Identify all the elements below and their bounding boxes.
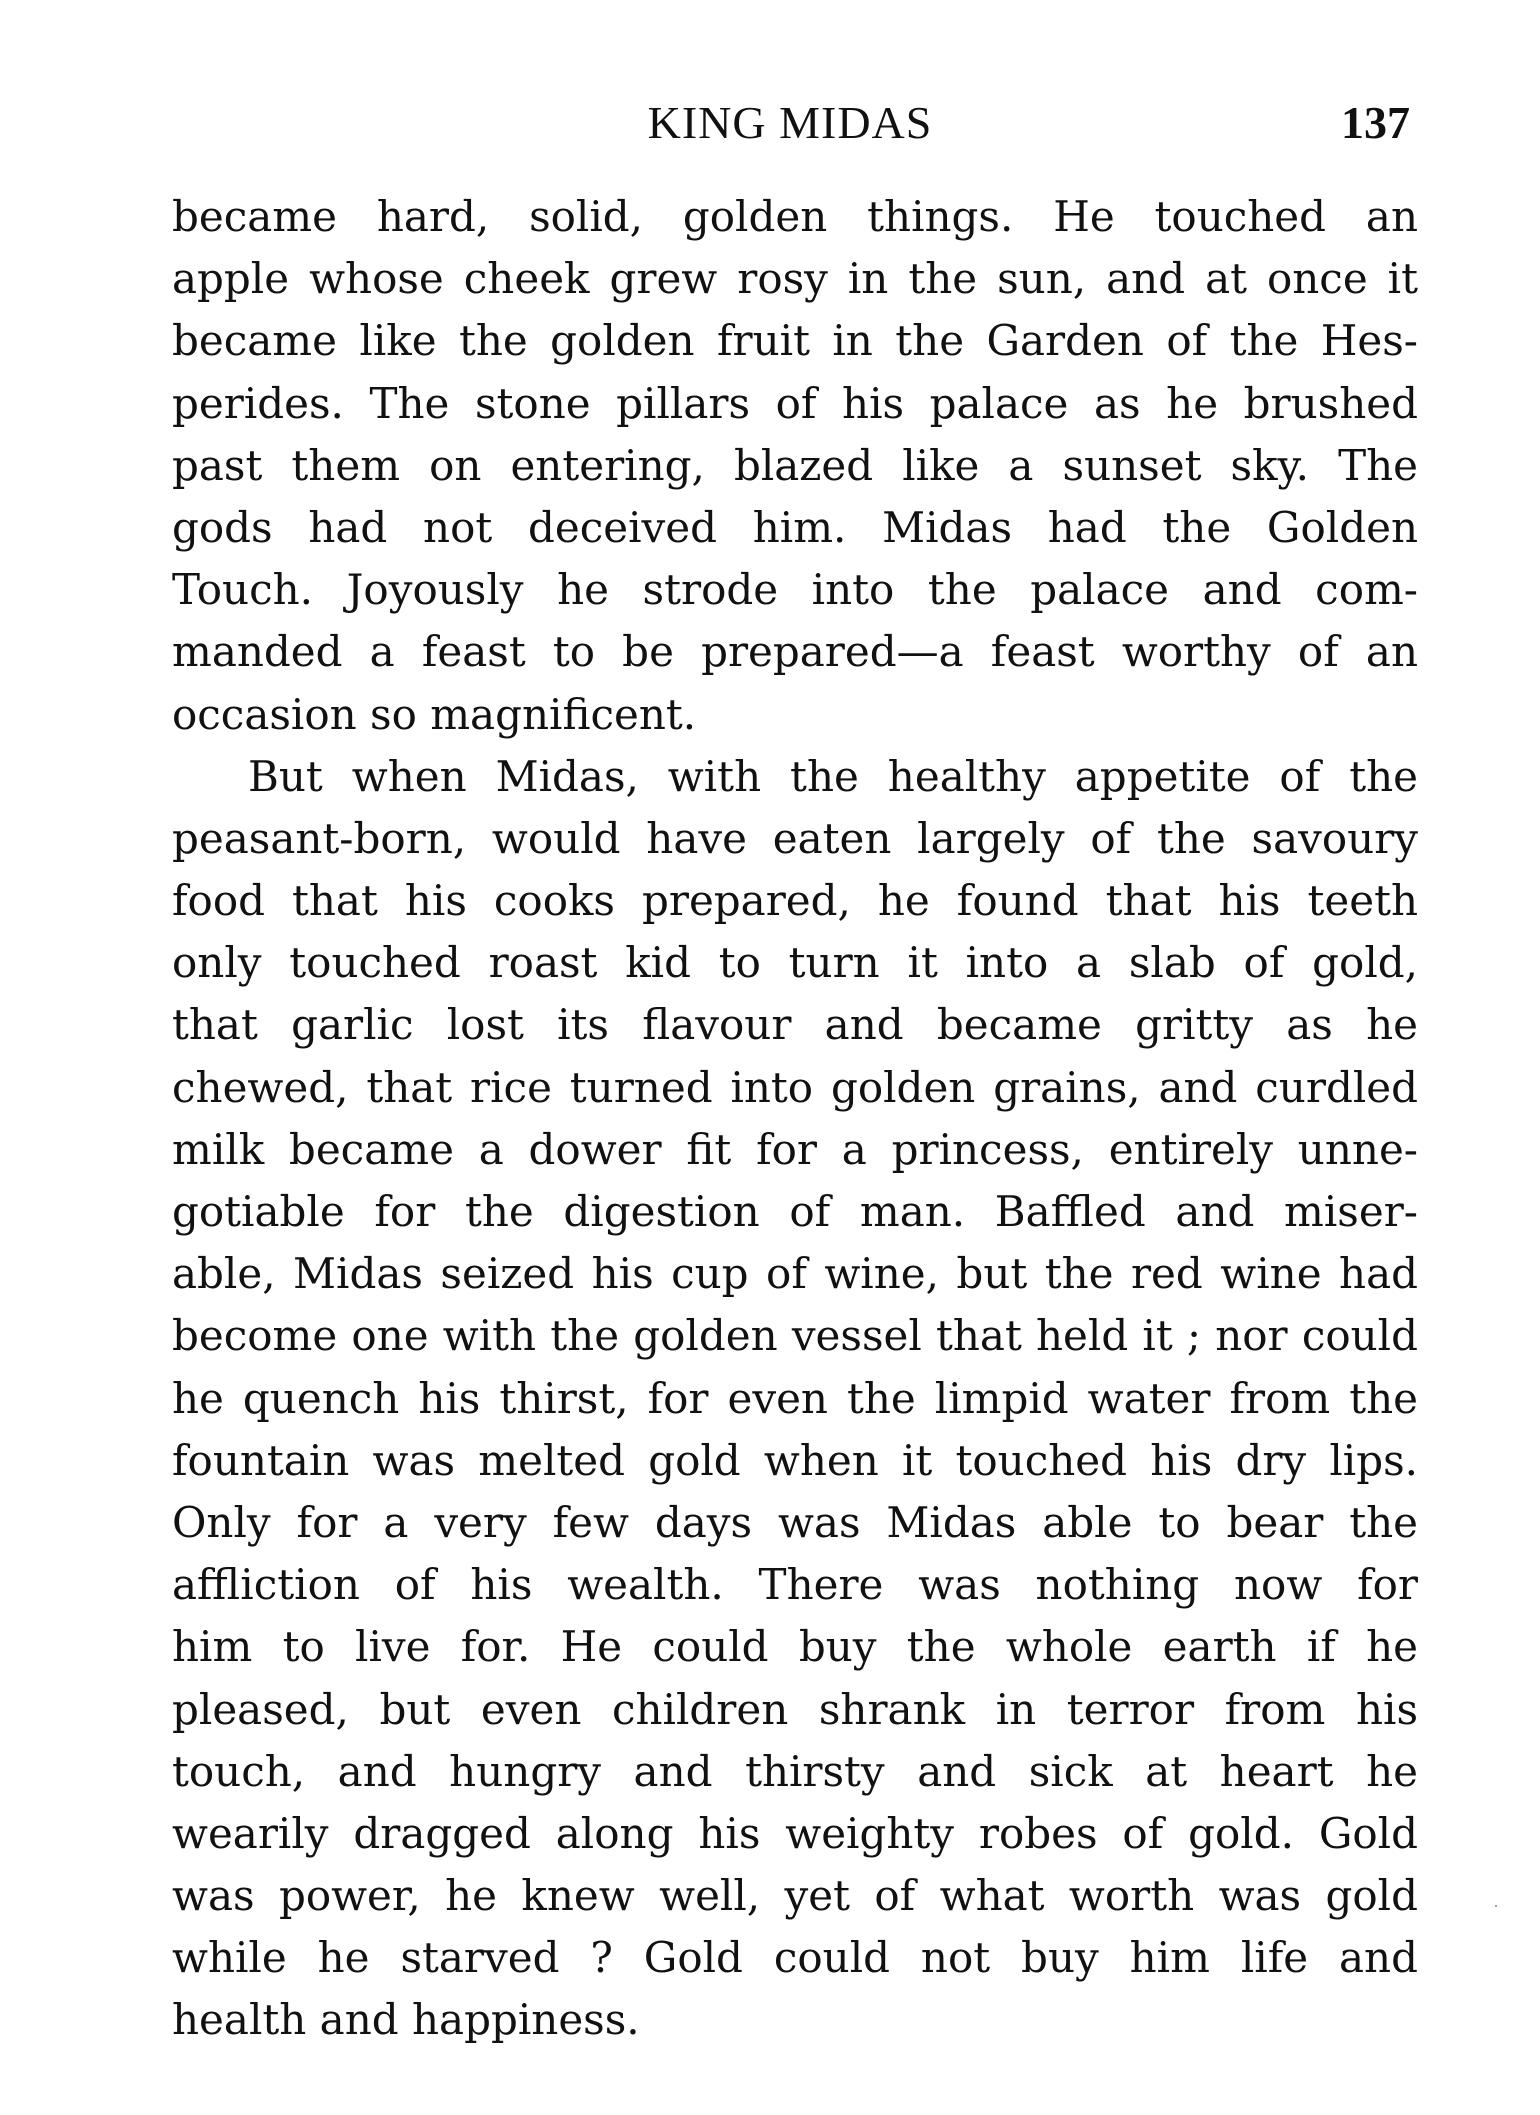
- text-line: occasion so magnificent.: [172, 689, 697, 739]
- text-line: become one with the golden vessel that held it ; nor could: [172, 1311, 1418, 1361]
- text-line: him to live for. He could buy the whole earth if he: [172, 1622, 1418, 1672]
- scan-speck: [1495, 1905, 1497, 1907]
- page-number: 137: [1341, 97, 1410, 148]
- text-line: was power, he knew well, yet of what worth was gold: [172, 1871, 1418, 1921]
- text-line: Touch. Joyously he strode into the palace and com-: [172, 565, 1418, 615]
- text-line: pleased, but even children shrank in terror from his: [172, 1684, 1418, 1734]
- text-line: food that his cooks prepared, he found that his teeth: [172, 876, 1418, 926]
- text-line: affliction of his wealth. There was nothing now for: [172, 1560, 1418, 1610]
- text-line: Only for a very few days was Midas able to bear the: [172, 1497, 1418, 1547]
- text-line: chewed, that rice turned into golden grains, and curdled: [172, 1062, 1418, 1112]
- chapter-title: KING MIDAS: [647, 97, 933, 148]
- text-line: manded a feast to be prepared—a feast worthy of an: [172, 627, 1418, 677]
- text-line: past them on entering, blazed like a sunset sky. The: [172, 440, 1418, 490]
- text-line: wearily dragged along his weighty robes of gold. Gold: [172, 1808, 1418, 1858]
- text-line: But when Midas, with the healthy appetite of the: [248, 751, 1418, 801]
- text-line: perides. The stone pillars of his palace as he brushed: [172, 378, 1418, 428]
- text-line: became like the golden fruit in the Garden of the Hes-: [172, 316, 1418, 366]
- text-line: only touched roast kid to turn it into a slab of gold,: [172, 938, 1418, 988]
- text-line: fountain was melted gold when it touched his dry lips.: [172, 1435, 1418, 1485]
- running-head: [170, 96, 1410, 156]
- text-line: touch, and hungry and thirsty and sick at heart he: [172, 1746, 1418, 1796]
- text-line: gods had not deceived him. Midas had the Golden: [172, 502, 1418, 552]
- paragraph-1: [172, 186, 1418, 746]
- text-line: able, Midas seized his cup of wine, but the red wine had: [172, 1249, 1418, 1299]
- text-line: that garlic lost its flavour and became gritty as he: [172, 1000, 1418, 1050]
- text-line: he quench his thirst, for even the limpid water from the: [172, 1373, 1418, 1423]
- text-line: apple whose cheek grew rosy in the sun, and at once it: [172, 254, 1418, 304]
- text-line: peasant-born, would have eaten largely of the savoury: [172, 813, 1418, 863]
- text-line: became hard, solid, golden things. He touched an: [172, 192, 1418, 241]
- text-line: while he starved ? Gold could not buy him life and: [172, 1933, 1418, 1983]
- text-line: gotiable for the digestion of man. Baffled and miser-: [172, 1187, 1418, 1236]
- text-line: health and happiness.: [172, 1995, 640, 2045]
- paragraph-2: [172, 746, 1418, 2052]
- text-line: milk became a dower fit for a princess, entirely unne-: [172, 1124, 1418, 1174]
- body-text: [172, 186, 1418, 2052]
